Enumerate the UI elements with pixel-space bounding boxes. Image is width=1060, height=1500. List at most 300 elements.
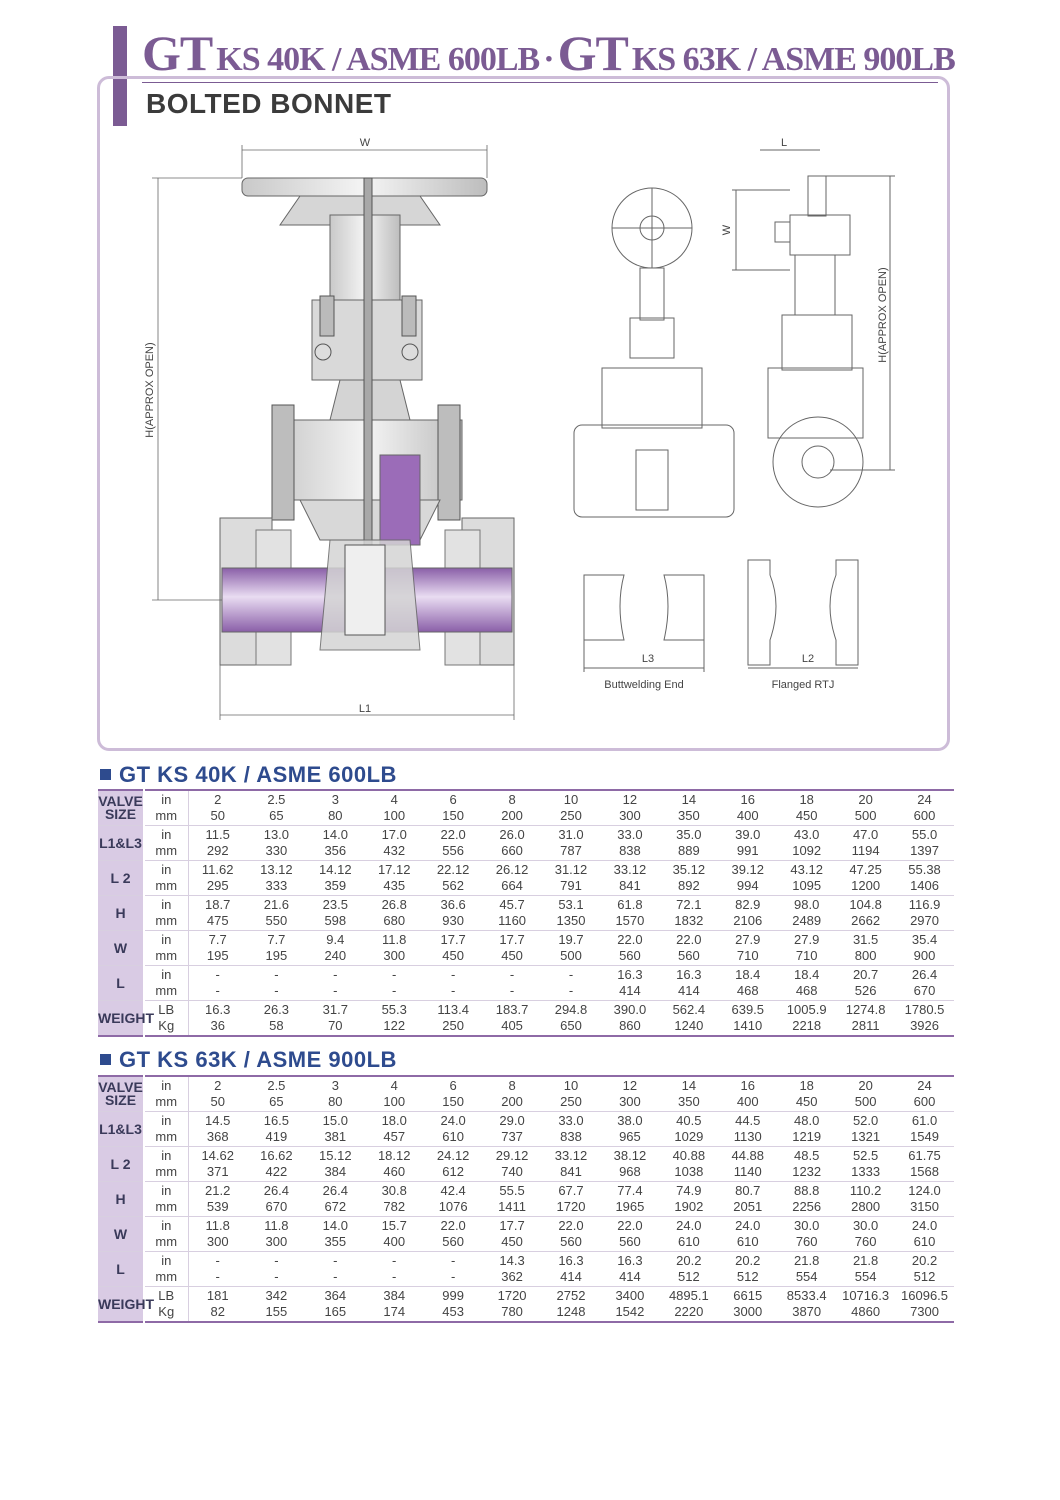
table-cell — [306, 1147, 365, 1182]
table-cell — [777, 790, 836, 826]
table-cell — [542, 861, 601, 896]
cell-value-primary: 15.0 — [322, 1113, 348, 1128]
cell-value-primary: 11.5 — [205, 827, 230, 842]
cell-value-primary: 33.0 — [617, 827, 643, 842]
cell-value-primary: 27.9 — [735, 932, 761, 947]
table-cell — [777, 1252, 836, 1287]
table-cell — [895, 1112, 954, 1147]
table-cell — [718, 1182, 777, 1217]
cell-value-primary: 364 — [324, 1288, 347, 1303]
cell-value-secondary: 780 — [501, 1304, 523, 1319]
table-cell — [483, 966, 542, 1001]
table-cell — [895, 790, 954, 826]
cell-value-primary: 20.7 — [852, 967, 879, 982]
cell-value-secondary: 1248 — [556, 1304, 586, 1319]
cell-value-secondary: 355 — [324, 1234, 347, 1249]
cell-value-primary: 88.8 — [794, 1183, 820, 1198]
table-cell — [718, 1287, 777, 1323]
page-title — [142, 24, 955, 82]
title-gt-1: GT — [142, 25, 213, 81]
cell-value-secondary: 560 — [619, 1234, 641, 1249]
row-label: WEIGHT — [98, 1001, 144, 1037]
cell-value-primary: 14.62 — [201, 1148, 234, 1163]
table-cell — [424, 1147, 483, 1182]
cell-value-primary: 31.0 — [558, 827, 584, 842]
cell-value-secondary: 560 — [560, 1234, 582, 1249]
cell-value-primary: 14 — [681, 1078, 697, 1093]
cell-value-primary: 80.7 — [735, 1183, 761, 1198]
cell-value-secondary: 4860 — [851, 1304, 881, 1319]
table-row — [98, 1287, 954, 1323]
table-cell — [718, 1001, 777, 1037]
table-cell — [306, 966, 365, 1001]
cell-value-secondary: 82 — [210, 1304, 225, 1319]
cell-value-secondary: 2811 — [851, 1018, 880, 1033]
dim-w-label: W — [359, 137, 371, 149]
unit-primary: in — [161, 1148, 172, 1163]
cell-value-primary: 52.0 — [852, 1113, 879, 1128]
unit-primary: in — [161, 792, 172, 807]
cell-value-secondary: - — [333, 983, 338, 998]
cell-value-primary: - — [568, 967, 574, 982]
cell-value-secondary: 710 — [795, 948, 818, 963]
table-cell — [895, 1287, 954, 1323]
bullet-square-icon — [100, 1054, 111, 1065]
table-cell — [895, 861, 954, 896]
unit-primary: in — [161, 1078, 172, 1093]
cell-value-secondary: - — [392, 983, 397, 998]
title-separator: · — [543, 41, 554, 78]
table-cell — [836, 1001, 895, 1037]
table-cell — [542, 1112, 601, 1147]
cell-value-primary: 22.12 — [436, 862, 470, 877]
cell-value-primary: 17.7 — [499, 932, 525, 947]
cell-value-secondary: 450 — [501, 1234, 523, 1249]
table-row — [98, 826, 954, 861]
cell-value-secondary: 195 — [206, 948, 229, 963]
table-cell — [600, 1287, 659, 1323]
table-cell — [659, 931, 718, 966]
cell-value-secondary: 400 — [736, 1094, 759, 1109]
dim-h-label: H(APPROX OPEN) — [144, 342, 156, 438]
table-cell — [718, 896, 777, 931]
table-row — [98, 861, 954, 896]
table-cell — [600, 931, 659, 966]
cell-value-primary: 14.5 — [205, 1113, 231, 1128]
cell-value-secondary: 610 — [736, 1234, 759, 1249]
table-cell — [659, 896, 718, 931]
cell-value-secondary: 7300 — [910, 1304, 939, 1319]
cell-value-primary: - — [333, 1253, 338, 1268]
table-cell — [600, 1182, 659, 1217]
cell-value-primary: 23.5 — [322, 897, 348, 912]
table-cell — [718, 861, 777, 896]
table-row — [98, 1001, 954, 1037]
cell-value-secondary: 70 — [328, 1018, 343, 1033]
cell-value-primary: 14.3 — [499, 1253, 525, 1268]
table-cell — [188, 896, 247, 931]
cell-value-primary: 113.4 — [437, 1002, 469, 1017]
table-cell — [836, 1182, 895, 1217]
cell-value-primary: 6 — [449, 792, 457, 807]
cell-value-primary: 562.4 — [672, 1002, 706, 1017]
cell-value-secondary: 450 — [795, 1094, 818, 1109]
table-cell — [247, 1147, 306, 1182]
cell-value-secondary: 292 — [206, 843, 229, 858]
cell-value-secondary: 80 — [328, 1094, 343, 1109]
cell-value-primary: 52.5 — [852, 1148, 879, 1163]
table-cell — [424, 1217, 483, 1252]
cell-value-primary: 12 — [622, 1078, 638, 1093]
cell-value-secondary: 892 — [677, 878, 700, 893]
table-cell — [777, 1287, 836, 1323]
table-cell — [188, 1252, 247, 1287]
table-cell — [306, 1287, 365, 1323]
cell-value-primary: 21.8 — [794, 1253, 820, 1268]
cell-value-secondary: 475 — [206, 913, 229, 928]
cell-value-secondary: 300 — [383, 948, 406, 963]
cell-value-primary: 18 — [799, 792, 814, 807]
table-cell — [247, 1217, 306, 1252]
table-cell — [188, 861, 247, 896]
table-cell — [365, 1112, 424, 1147]
cell-value-secondary: - — [392, 1269, 397, 1284]
table-cell — [542, 790, 601, 826]
cell-value-primary: 14.0 — [322, 1218, 348, 1233]
cell-value-secondary: 1542 — [615, 1304, 645, 1319]
cell-value-secondary: 800 — [854, 948, 877, 963]
table-row — [98, 931, 954, 966]
cell-value-secondary: 400 — [383, 1234, 406, 1249]
cell-value-primary: 47.0 — [852, 827, 879, 842]
table-cell — [306, 790, 365, 826]
table-cell — [718, 790, 777, 826]
cell-value-secondary: 450 — [442, 948, 464, 963]
cell-value-secondary: 122 — [383, 1018, 406, 1033]
cell-value-primary: 18.4 — [794, 967, 820, 982]
table-cell — [483, 896, 542, 931]
cell-value-secondary: 1038 — [674, 1164, 704, 1179]
cell-value-secondary: 333 — [265, 878, 288, 893]
table-cell — [542, 1287, 601, 1323]
table-cell — [424, 861, 483, 896]
cell-value-primary: 26.4 — [322, 1183, 348, 1198]
cell-value-primary: 31.7 — [322, 1002, 348, 1017]
table-cell — [483, 931, 542, 966]
table-row — [98, 1076, 954, 1112]
cell-value-primary: 24.0 — [911, 1218, 938, 1233]
row-label: VALVE SIZE — [98, 1076, 144, 1112]
valve-stem — [364, 178, 372, 578]
cell-value-secondary: 2800 — [851, 1199, 881, 1214]
table-cell — [483, 1001, 542, 1037]
table-cell — [600, 790, 659, 826]
dim-l-label: L — [780, 137, 788, 149]
table-cell — [483, 1112, 542, 1147]
cell-value-primary: - — [215, 967, 220, 982]
cell-value-secondary: 841 — [619, 878, 641, 893]
unit-secondary: mm — [155, 983, 178, 998]
cell-value-primary: 8 — [508, 1078, 516, 1093]
table-cell — [483, 826, 542, 861]
cell-value-primary: 3 — [331, 1078, 339, 1093]
cell-value-primary: 1720 — [497, 1288, 527, 1303]
table-cell — [718, 1112, 777, 1147]
cell-value-primary: 22.0 — [676, 932, 702, 947]
unit-primary: LB — [158, 1288, 175, 1303]
unit-primary: in — [161, 1183, 172, 1198]
cell-value-secondary: - — [274, 983, 279, 998]
table-cell — [836, 931, 895, 966]
table-cell — [542, 1147, 601, 1182]
cell-value-secondary: 381 — [324, 1129, 347, 1144]
cell-value-secondary: 295 — [206, 878, 229, 893]
unit-primary: in — [161, 862, 172, 877]
table-cell — [306, 1001, 365, 1037]
cell-value-primary: - — [215, 1253, 220, 1268]
cell-value-secondary: 368 — [206, 1129, 229, 1144]
gear-operated-side-view — [732, 150, 895, 507]
table-cell — [895, 1182, 954, 1217]
cell-value-primary: - — [392, 1253, 397, 1268]
table-cell — [600, 861, 659, 896]
dim-l2-label: L2 — [801, 653, 815, 665]
table-cell — [777, 896, 836, 931]
cell-value-primary: 29.0 — [499, 1113, 525, 1128]
table-cell — [306, 1112, 365, 1147]
unit-cell — [144, 861, 188, 896]
table-cell — [424, 1076, 483, 1112]
cell-value-primary: 26.12 — [495, 862, 529, 877]
unit-primary: in — [161, 1253, 172, 1268]
row-label: L — [98, 966, 144, 1001]
cell-value-primary: 33.12 — [554, 1148, 588, 1163]
unit-secondary: mm — [155, 1164, 178, 1179]
cell-value-primary: 26.3 — [263, 1002, 290, 1017]
cell-value-secondary: 1232 — [792, 1164, 822, 1179]
cell-value-primary: 9.4 — [326, 932, 345, 947]
unit-primary: in — [161, 932, 172, 947]
table-cell — [365, 1076, 424, 1112]
table-cell — [895, 1076, 954, 1112]
cell-value-primary: 45.7 — [499, 897, 525, 912]
cell-value-secondary: 554 — [854, 1269, 877, 1284]
unit-secondary: mm — [155, 808, 178, 823]
cell-value-secondary: 100 — [383, 1094, 406, 1109]
cell-value-primary: 43.12 — [790, 862, 823, 877]
table-cell — [836, 790, 895, 826]
cell-value-secondary: 664 — [501, 878, 523, 893]
cell-value-secondary: 512 — [677, 1269, 700, 1284]
cell-value-primary: - — [450, 967, 456, 982]
table-cell — [247, 1001, 306, 1037]
row-label: L1&L3 — [98, 1112, 144, 1147]
table-cell — [247, 790, 306, 826]
table-cell — [306, 931, 365, 966]
cell-value-primary: 20 — [858, 792, 873, 807]
cell-value-secondary: 782 — [383, 1199, 406, 1214]
cell-value-primary: 7.7 — [208, 932, 227, 947]
cell-value-primary: 82.9 — [735, 897, 761, 912]
cell-value-secondary: 1720 — [556, 1199, 586, 1214]
cell-value-primary: 6 — [449, 1078, 457, 1093]
table-cell — [188, 1147, 247, 1182]
table-cell — [718, 1076, 777, 1112]
cell-value-primary: 4 — [390, 1078, 398, 1093]
caption-buttwelding-end: Buttwelding End — [604, 679, 684, 691]
cell-value-primary: 10 — [563, 1078, 579, 1093]
cell-value-secondary: 65 — [269, 1094, 284, 1109]
cell-value-primary: 18.12 — [377, 1148, 411, 1163]
table-cell — [895, 1217, 954, 1252]
cell-value-primary: 30.0 — [852, 1218, 879, 1233]
cell-value-secondary: 422 — [265, 1164, 288, 1179]
unit-secondary: mm — [155, 948, 178, 963]
table-cell — [718, 931, 777, 966]
dim-l3-label: L3 — [641, 653, 655, 665]
cell-value-primary: 21.2 — [205, 1183, 231, 1198]
cell-value-secondary: - — [450, 983, 456, 998]
unit-secondary: mm — [155, 1234, 178, 1249]
table-cell — [659, 1252, 718, 1287]
table-cell — [836, 1147, 895, 1182]
table-cell — [659, 1112, 718, 1147]
cell-value-primary: 55.5 — [499, 1183, 525, 1198]
page-subtitle: BOLTED BONNET — [146, 88, 392, 119]
cell-value-primary: 40.5 — [676, 1113, 702, 1128]
cell-value-secondary: 994 — [736, 878, 759, 893]
table-cell — [424, 966, 483, 1001]
cell-value-primary: 13.0 — [263, 827, 290, 842]
cell-value-secondary: 468 — [736, 983, 759, 998]
table-cell — [424, 1112, 483, 1147]
cell-value-secondary: 36 — [210, 1018, 225, 1033]
cell-value-primary: 53.1 — [558, 897, 584, 912]
table-cell — [365, 931, 424, 966]
table-cell — [247, 861, 306, 896]
unit-cell — [144, 1252, 188, 1287]
table-cell — [483, 1076, 542, 1112]
cell-value-primary: 43.0 — [794, 827, 820, 842]
table-cell — [895, 1147, 954, 1182]
cell-value-primary: 10716.3 — [842, 1288, 890, 1303]
row-label: WEIGHT — [98, 1287, 144, 1323]
cell-value-secondary: 560 — [442, 1234, 464, 1249]
spec-table-900lb — [98, 1075, 954, 1323]
cell-value-primary: 40.88 — [672, 1148, 706, 1163]
cell-value-primary: 16.3 — [617, 1253, 643, 1268]
cell-value-primary: 24 — [917, 792, 932, 807]
cell-value-secondary: 2970 — [910, 913, 939, 928]
table-cell — [895, 1252, 954, 1287]
cell-value-secondary: 610 — [677, 1234, 700, 1249]
table-cell — [542, 1182, 601, 1217]
cell-value-primary: 39.12 — [731, 862, 765, 877]
unit-cell — [144, 1182, 188, 1217]
table-cell — [483, 1182, 542, 1217]
cell-value-primary: 11.8 — [382, 932, 407, 947]
cell-value-primary: 55.38 — [908, 862, 941, 877]
cell-value-secondary: 889 — [677, 843, 700, 858]
table-cell — [836, 1287, 895, 1323]
table-cell — [895, 931, 954, 966]
table-row — [98, 1252, 954, 1287]
cell-value-primary: 999 — [442, 1288, 464, 1303]
table-cell — [424, 826, 483, 861]
table-cell — [247, 1252, 306, 1287]
cell-value-secondary: 200 — [501, 1094, 523, 1109]
table-cell — [365, 1287, 424, 1323]
cell-value-secondary: 841 — [560, 1164, 582, 1179]
cell-value-primary: 17.7 — [440, 932, 466, 947]
table-cell — [542, 1217, 601, 1252]
table-cell — [659, 790, 718, 826]
cell-value-primary: 20.2 — [676, 1253, 702, 1268]
cell-value-secondary: 598 — [324, 913, 347, 928]
cell-value-secondary: 1333 — [851, 1164, 881, 1179]
cell-value-secondary: 560 — [619, 948, 641, 963]
cell-value-secondary: 240 — [324, 948, 347, 963]
cell-value-primary: 38.0 — [617, 1113, 643, 1128]
cell-value-secondary: - — [333, 1269, 338, 1284]
cell-value-primary: 47.25 — [849, 862, 882, 877]
cell-value-secondary: 1832 — [674, 913, 704, 928]
cell-value-secondary: 554 — [795, 1269, 818, 1284]
table-cell — [424, 931, 483, 966]
cell-value-secondary: 2220 — [674, 1304, 704, 1319]
cell-value-primary: 29.12 — [495, 1148, 529, 1163]
cell-value-primary: 67.7 — [558, 1183, 584, 1198]
table-cell — [895, 966, 954, 1001]
cell-value-secondary: 457 — [383, 1129, 406, 1144]
cell-value-secondary: 600 — [913, 1094, 936, 1109]
cell-value-secondary: 512 — [736, 1269, 759, 1284]
table-cell — [659, 966, 718, 1001]
bullet-square-icon — [100, 769, 111, 780]
cell-value-primary: 384 — [383, 1288, 406, 1303]
cell-value-secondary: 610 — [913, 1234, 936, 1249]
cell-value-primary: 16 — [740, 792, 755, 807]
table-cell — [777, 1147, 836, 1182]
cell-value-primary: 1005.9 — [786, 1002, 827, 1017]
cell-value-primary: 7.7 — [267, 932, 286, 947]
cell-value-secondary: 359 — [324, 878, 347, 893]
cell-value-primary: 18 — [799, 1078, 814, 1093]
cell-value-secondary: 362 — [501, 1269, 523, 1284]
cell-value-primary: 14 — [681, 792, 697, 807]
cell-value-primary: 26.4 — [911, 967, 938, 982]
cell-value-secondary: 526 — [854, 983, 877, 998]
table-cell — [718, 1217, 777, 1252]
cell-value-primary: 20.2 — [735, 1253, 761, 1268]
table-cell — [188, 1217, 247, 1252]
cell-value-secondary: 1076 — [438, 1199, 468, 1214]
table-cell — [483, 861, 542, 896]
table-cell — [483, 1147, 542, 1182]
table-cell — [424, 1252, 483, 1287]
cell-value-primary: 35.12 — [672, 862, 706, 877]
cell-value-primary: 22.0 — [440, 1218, 466, 1233]
cell-value-secondary: - — [215, 1269, 220, 1284]
dim-l1-label: L1 — [358, 703, 372, 715]
cell-value-primary: 110.2 — [849, 1183, 882, 1198]
title-rating-1: KS 40K / ASME 600LB — [216, 41, 540, 78]
table-cell — [836, 1112, 895, 1147]
cell-value-primary: 639.5 — [731, 1002, 765, 1017]
unit-secondary: Kg — [158, 1018, 175, 1033]
spec-table-600lb — [98, 789, 954, 1037]
table-cell — [542, 1001, 601, 1037]
